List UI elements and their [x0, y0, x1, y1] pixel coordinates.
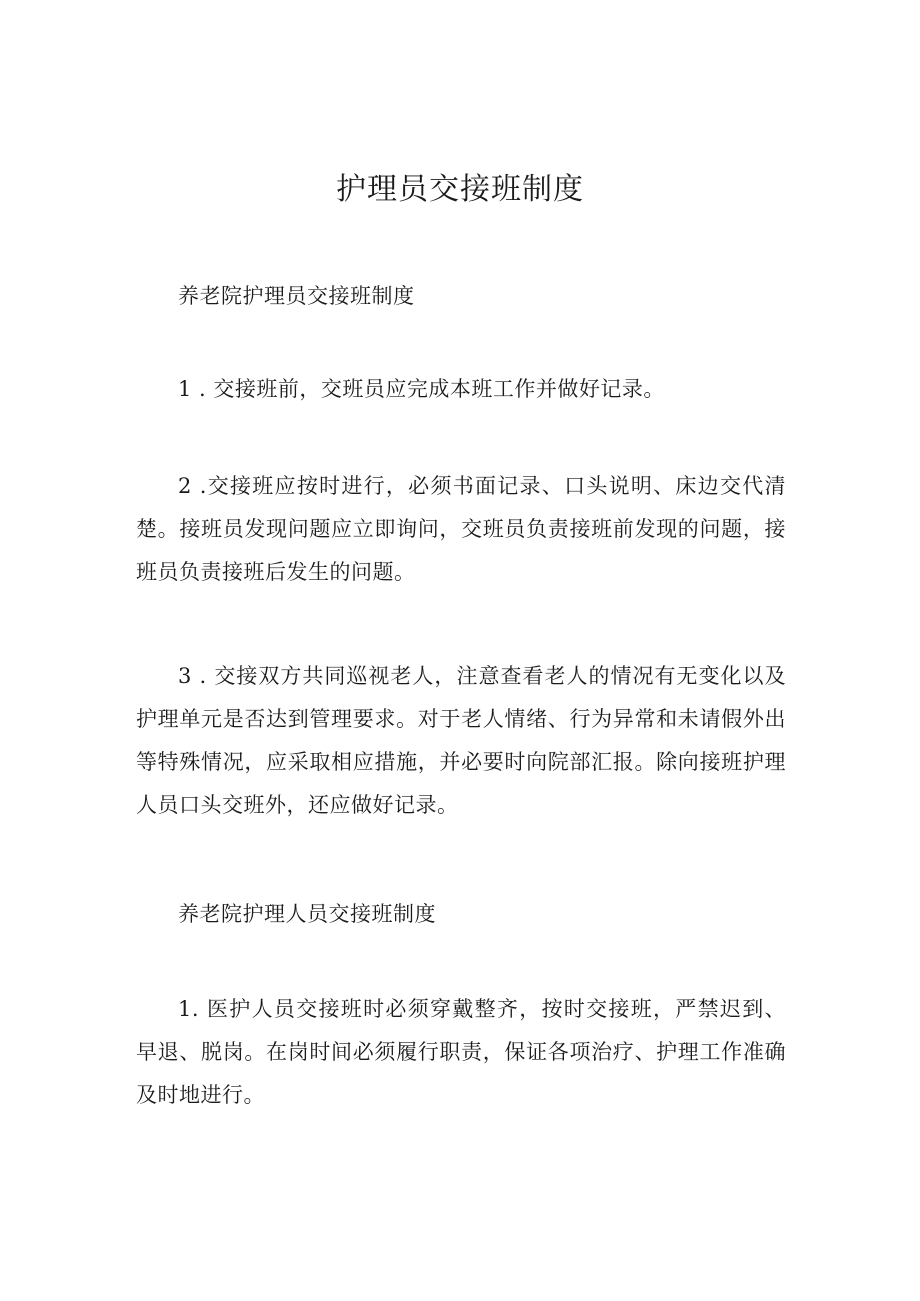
paragraph-2: 2 .交接班应按时进行，必须书面记录、口头说明、床边交代清楚。接班员发现问题应立即询问，交班员负责接班前发现的问题，接班员负责接班后发生的问题。: [136, 474, 786, 584]
document-title: 护理员交接班制度: [336, 172, 584, 207]
paragraph-3: 3 . 交接双方共同巡视老人，注意查看老人的情况有无变化以及护理单元是否达到管理要求。对于老人情绪、行为异常和未请假外出等特殊情况，应采取相应措施，并必要时向院部汇报。除向接班护理人员口头交班外，还应做好记录。: [136, 664, 786, 817]
section-heading-2: 养老院护理人员交接班制度: [178, 902, 436, 926]
section-heading-1: 养老院护理员交接班制度: [178, 284, 415, 308]
paragraph-4: 1. 医护人员交接班时必须穿戴整齐，按时交接班，严禁迟到、早退、脱岗。在岗时间必须履行职责，保证各项治疗、护理工作准确及时地进行。: [136, 997, 786, 1107]
paragraph-1: 1 . 交接班前，交班员应完成本班工作并做好记录。: [178, 377, 665, 401]
